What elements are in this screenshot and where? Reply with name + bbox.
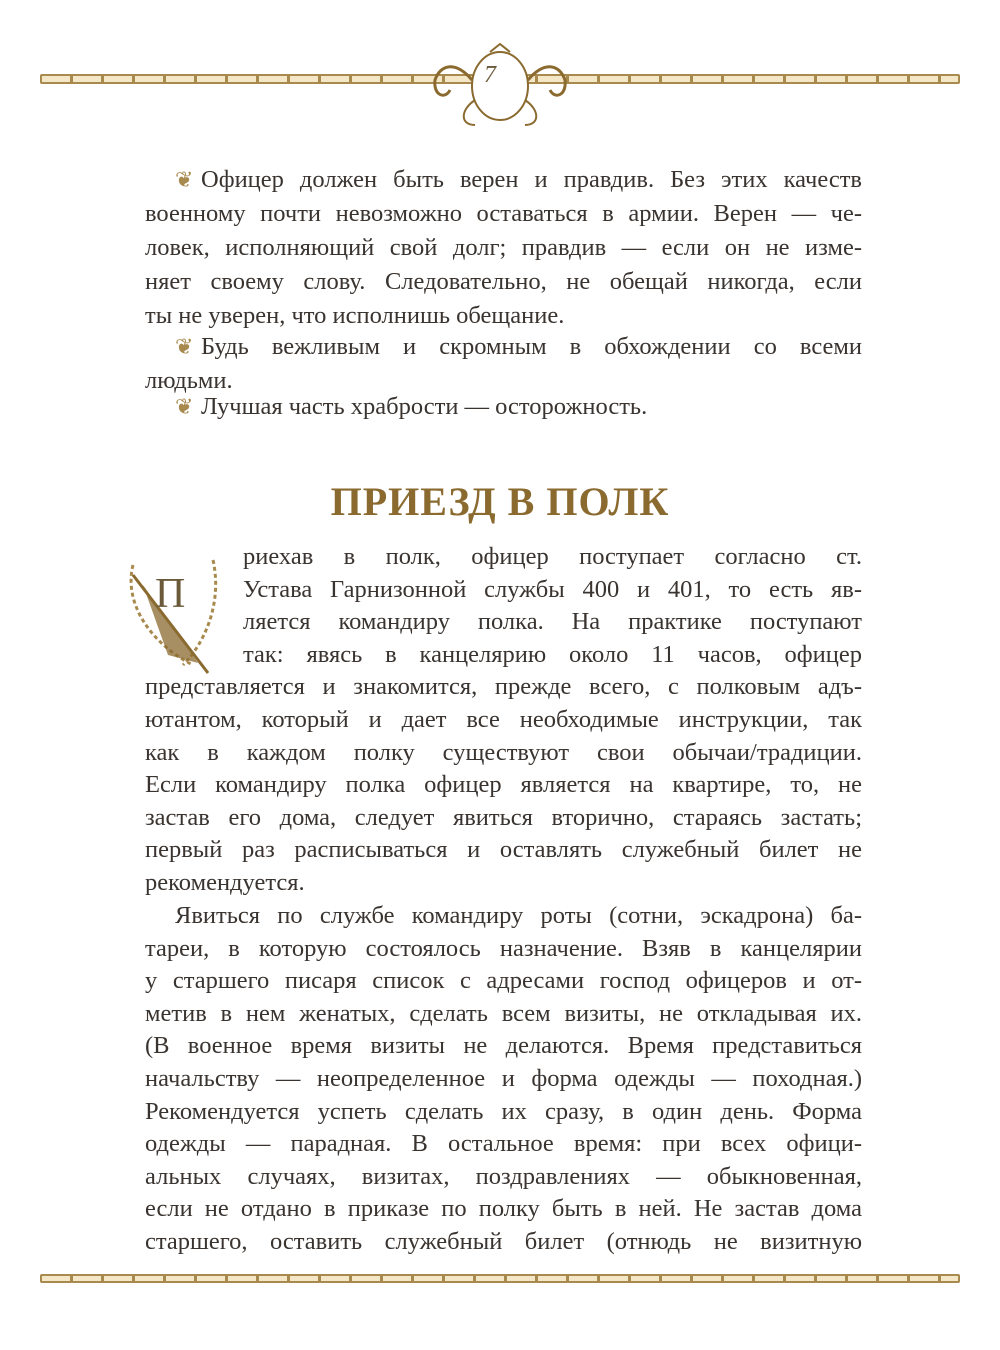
section-paragraph-1	[145, 541, 862, 900]
text-line: застав его дома, следует явиться вторично, стараясь застать;	[145, 803, 862, 831]
text-line: людьми.	[145, 367, 233, 394]
text-line: Будь вежливым и скромным в обхождении со всеми	[201, 333, 862, 360]
text-line: рекомендуется.	[145, 868, 305, 896]
intro-paragraph-1	[145, 163, 862, 333]
text-line: первый раз расписываться и оставлять служебный билет не	[145, 836, 862, 864]
quill-icon: ❦	[175, 394, 194, 419]
text-line: Явиться по службе командиру роты (сотни, эскадрона) ба-	[175, 902, 862, 929]
bottom-ornamental-border	[40, 1274, 960, 1283]
page-number: 7	[484, 62, 496, 88]
text-line: ютантом, который и дает все необходимые инструкции, так	[145, 705, 862, 733]
text-line: как в каждом полку существуют свои обычаи/традиции.	[145, 738, 862, 766]
drop-cap-letter: П	[155, 571, 186, 617]
intro-paragraph-3	[145, 390, 862, 424]
text-line: метив в нем женатых, сделать всем визиты, не откладывая их.	[145, 999, 862, 1027]
text-line: Лучшая часть храбрости — осторожность.	[201, 393, 648, 420]
quill-icon: ❦	[175, 167, 194, 192]
text-line: Устава Гарнизонной службы 400 и 401, то есть яв-	[243, 575, 862, 603]
section-heading: ПРИЕЗД В ПОЛК	[330, 479, 670, 524]
text-line: начальству — неопределенное и форма одежды — походная.)	[145, 1064, 862, 1092]
text-line: ловек, исполняющий свой долг; правдив — если он не изме-	[145, 234, 862, 261]
intro-paragraph-2	[145, 330, 862, 398]
quill-icon: ❦	[175, 334, 194, 359]
text-line: одежды — парадная. В остальное время: при всех офици-	[145, 1130, 862, 1158]
text-line: ты не уверен, что исполнишь обещание.	[145, 302, 565, 329]
text-line: военному почти невозможно оставаться в армии. Верен — че-	[145, 200, 862, 227]
text-line: Офицер должен быть верен и правдив. Без этих качеств	[201, 166, 862, 193]
text-line: тареи, в которую состоялось назначение. Взяв в канцелярии	[145, 934, 862, 962]
text-line: Рекомендуется успеть сделать их сразу, в один день. Форма	[145, 1097, 862, 1125]
text-line: альных случаях, визитах, поздравлениях — обыкновенная,	[145, 1162, 862, 1190]
text-line: Если командиру полка офицер является на квартире, то, не	[145, 771, 862, 799]
text-line: так: явясь в канцелярию около 11 часов, офицер	[243, 640, 862, 668]
text-line: риехав в полк, офицер поступает согласно ст.	[243, 543, 862, 570]
section-paragraph-2	[145, 900, 862, 1259]
text-line: няет своему слову. Следовательно, не обещай никогда, если	[145, 268, 862, 295]
text-line: старшего, оставить служебный билет (отнюдь не визитную	[145, 1227, 862, 1255]
text-line: если не отдано в приказе по полку быть в ней. Не застав дома	[145, 1195, 862, 1223]
text-line: ляется командиру полка. На практике поступают	[243, 608, 862, 636]
text-line: у старшего писаря список с адресами господ офицеров и от-	[145, 967, 862, 995]
text-line: (В военное время визиты не делаются. Время представиться	[145, 1032, 862, 1060]
text-line: представляется и знакомится, прежде всего, с полковым адъ-	[145, 673, 862, 701]
